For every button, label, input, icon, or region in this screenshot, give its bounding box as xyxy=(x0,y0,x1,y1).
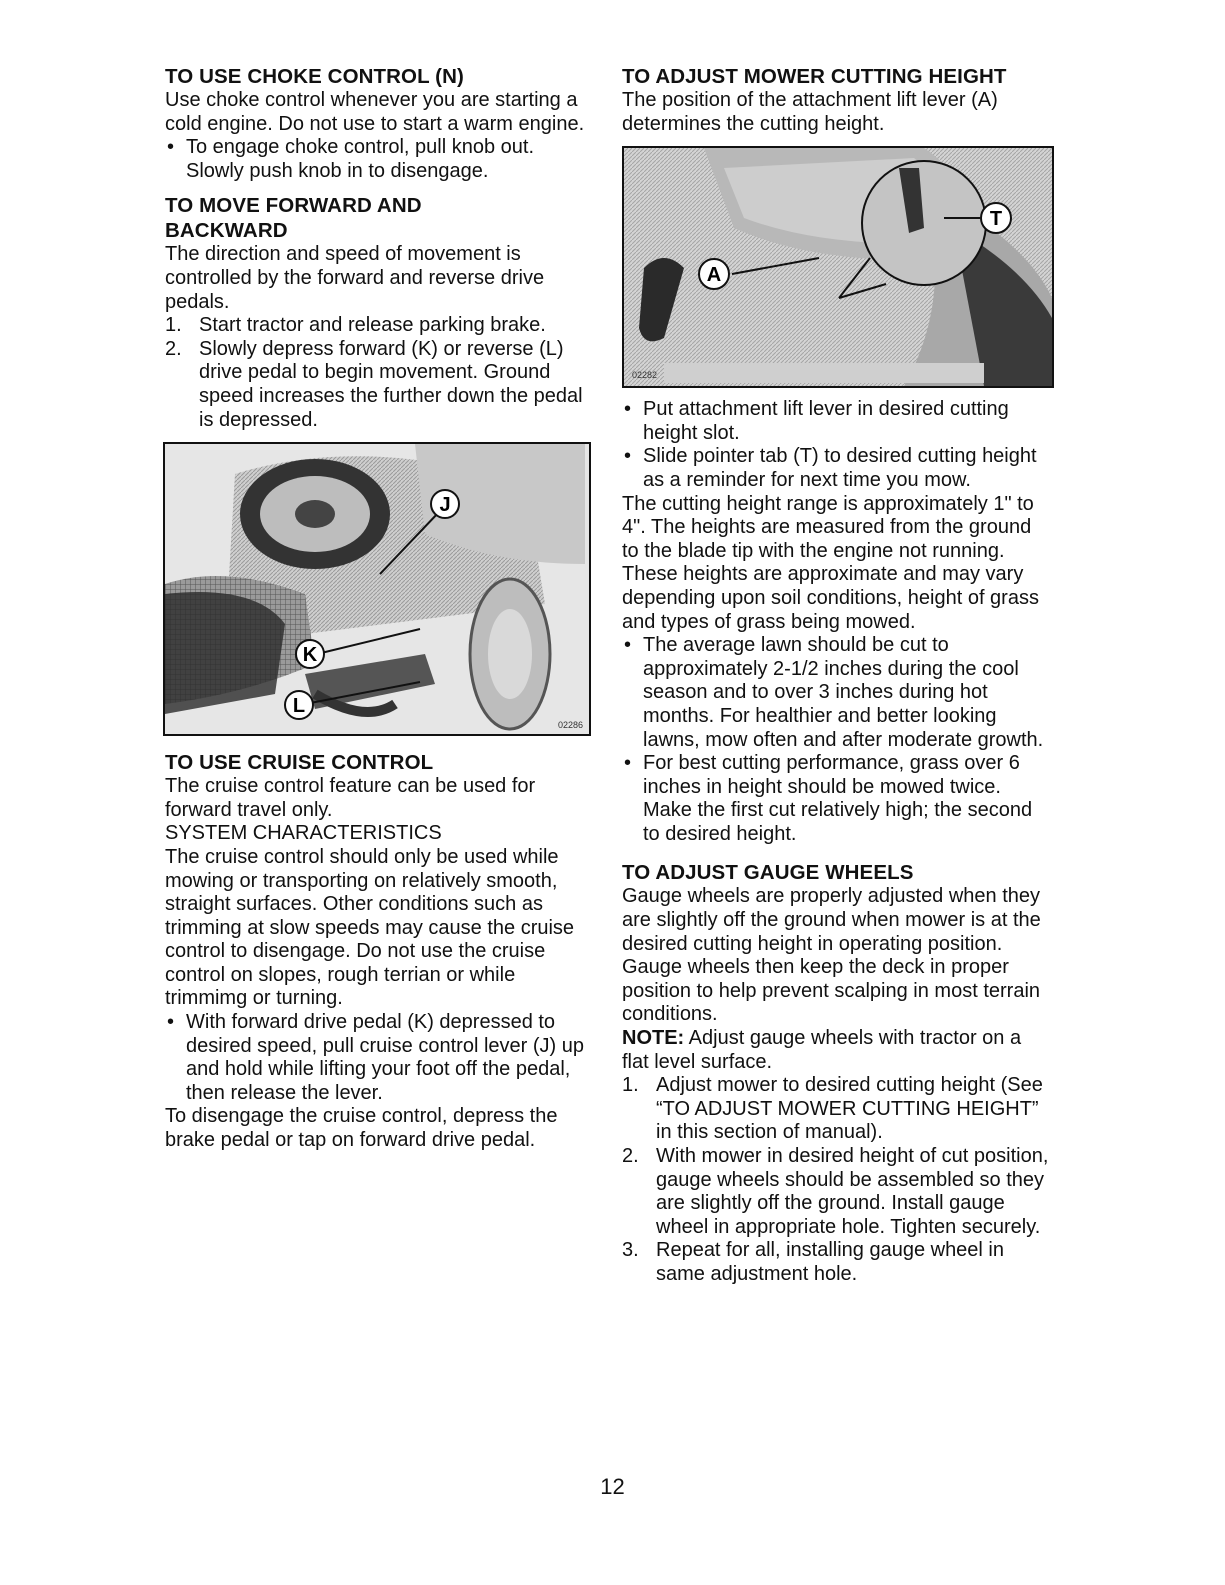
right-column xyxy=(622,64,1052,1287)
page-number: 12 xyxy=(600,1474,625,1499)
svg-text:L: L xyxy=(292,695,306,718)
cruise-body-3: To disengage the cruise control, depress the brake pedal or tap on forward drive pedal. xyxy=(165,1105,558,1152)
svg-text:J: J xyxy=(439,494,451,517)
gauge-body: Gauge wheels are properly adjusted when they are slightly off the ground when mower is at the desired cutting height in operating position. Gauge wheels then keep the deck in proper position to help prevent scalping in most terrain conditions. xyxy=(622,885,1041,1026)
step-text: Slowly depress forward (K) or reverse (L) drive pedal to begin movement. Ground speed increases the further down the pedal is depressed. xyxy=(199,337,583,431)
choke-section xyxy=(165,64,595,183)
note-text: Adjust gauge wheels with tractor on a flat level surface. xyxy=(622,1027,1022,1073)
callout-j xyxy=(431,490,459,518)
choke-bullets xyxy=(165,136,595,183)
forward-step xyxy=(165,338,595,432)
step-text: Repeat for all, installing gauge wheel in same adjustment hole. xyxy=(656,1239,1004,1285)
note-label: NOTE: xyxy=(622,1027,685,1050)
cruise-heading: TO USE CRUISE CONTROL xyxy=(165,751,434,775)
height-section xyxy=(622,64,1052,846)
gauge-steps xyxy=(622,1074,1052,1286)
height-bullets xyxy=(622,398,1052,492)
forward-step xyxy=(165,314,595,338)
height-bullets-2 xyxy=(622,634,1052,846)
choke-bullet: • To engage choke control, pull knob out. Slowly push knob in to disengage. xyxy=(165,136,595,183)
callout-k xyxy=(296,640,324,668)
forward-steps xyxy=(165,314,595,432)
step-text: Adjust mower to desired cutting height (See “TO ADJUST MOWER CUTTING HEIGHT” in this section of manual). xyxy=(656,1074,1043,1144)
callout-t xyxy=(981,203,1011,233)
step-number: 2. xyxy=(622,1145,639,1167)
step-number: 1. xyxy=(165,314,182,337)
height-bullet: • Put attachment lift lever in desired cutting height slot. xyxy=(622,398,1052,445)
gauge-step xyxy=(622,1239,1052,1286)
forward-heading-line1: TO MOVE FORWARD AND xyxy=(165,194,422,218)
step-number: 3. xyxy=(622,1239,639,1262)
height-body-2: The cutting height range is approximately 1" to 4". The heights are measured from the ground to the blade tip with the engine not running. These heights are approximate and may vary depending upon soil conditions, height of grass and types of grass being mowed. xyxy=(622,492,1039,633)
pedal-illustration xyxy=(165,444,589,734)
gauge-step xyxy=(622,1145,1052,1239)
gauge-heading: TO ADJUST GAUGE WHEELS xyxy=(622,861,914,885)
cruise-bullet: • With forward drive pedal (K) depressed to desired speed, pull cruise control lever (J) up and hold while lifting your foot off the pedal, then release the lever. xyxy=(165,1011,595,1105)
forward-body: The direction and speed of movement is controlled by the forward and reverse drive pedals. xyxy=(165,243,545,313)
pedal-figure xyxy=(163,442,591,736)
svg-text:T: T xyxy=(989,208,1003,231)
cruise-section xyxy=(165,750,595,1153)
svg-text:K: K xyxy=(302,644,318,667)
gauge-note xyxy=(622,1027,1052,1074)
forward-heading-line2: BACKWARD xyxy=(165,219,288,243)
gauge-step xyxy=(622,1074,1052,1145)
cruise-body-1: The cruise control feature can be used for forward travel only. xyxy=(165,775,536,821)
figure-code: 02286 xyxy=(557,720,583,731)
callout-a xyxy=(699,259,729,289)
height-heading: TO ADJUST MOWER CUTTING HEIGHT xyxy=(622,65,1007,88)
lift-lever-figure xyxy=(622,146,1054,388)
choke-body: Use choke control whenever you are starting a cold engine. Do not use to start a warm engine. xyxy=(165,89,585,135)
height-body: The position of the attachment lift lever (A) determines the cutting height. xyxy=(622,89,998,135)
cruise-subhead: SYSTEM CHARACTERISTICS xyxy=(165,822,442,845)
step-text: Start tractor and release parking brake. xyxy=(199,314,546,337)
step-number: 2. xyxy=(165,337,182,360)
step-number: 1. xyxy=(622,1074,639,1097)
height-bullet: • For best cutting performance, grass over 6 inches in height should be mowed twice. Make the first cut relatively high; the second to desired height. xyxy=(622,752,1052,846)
callout-l xyxy=(285,691,313,719)
height-bullet: • Slide pointer tab (T) to desired cutting height as a reminder for next time you mow. xyxy=(622,445,1052,492)
svg-text:A: A xyxy=(706,264,722,287)
cruise-bullets xyxy=(165,1011,595,1105)
cruise-body-2: The cruise control should only be used while mowing or transporting on relatively smooth, straight surfaces. Other conditions such as trimming at slow speeds may cause the cruise control to disengage. Do not use the cruise control on slopes, rough terrian or while trimmimg or turning. xyxy=(165,845,575,1010)
step-text: With mower in desired height of cut position, gauge wheels should be assembled so they are slightly off the ground. Install gauge wheel in appropriate hole. Tighten securely. xyxy=(656,1145,1049,1238)
lift-lever-illustration xyxy=(624,148,1052,386)
gauge-section xyxy=(622,860,1052,1286)
figure-code: 02282 xyxy=(632,370,658,381)
forward-section xyxy=(165,193,595,736)
height-bullet: • The average lawn should be cut to approximately 2-1/2 inches during the cool season and to over 3 inches during hot months. For healthier and better looking lawns, mow often and after moderate growth. xyxy=(622,634,1052,752)
left-column xyxy=(165,64,595,1153)
choke-heading: TO USE CHOKE CONTROL (N) xyxy=(165,65,464,88)
